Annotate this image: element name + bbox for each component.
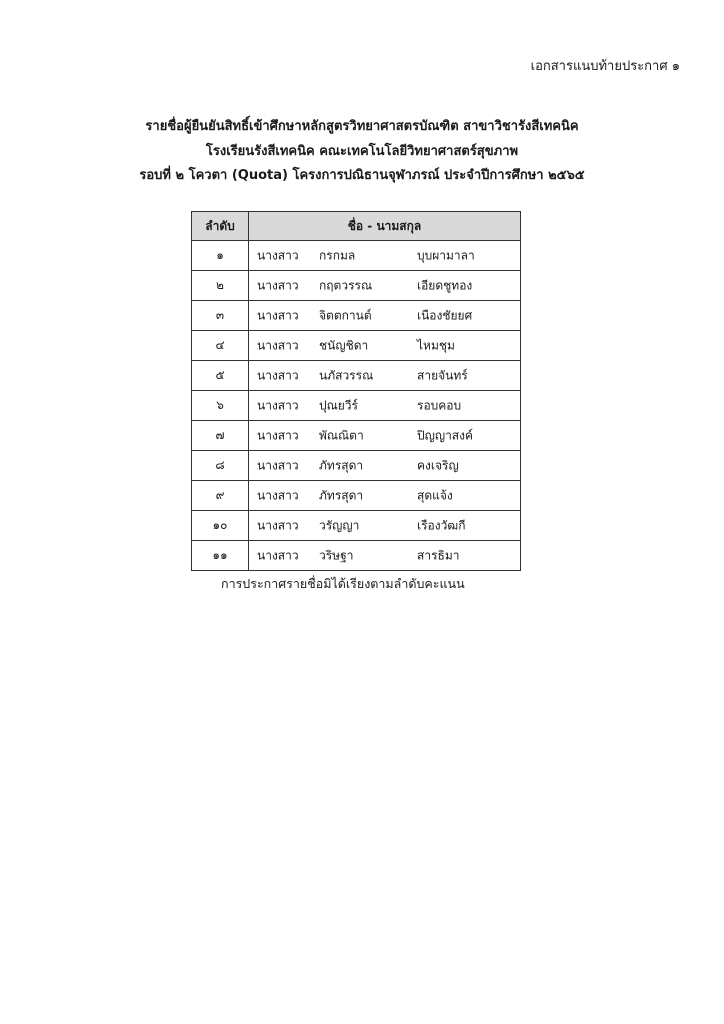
last-name: สายจันทร์ xyxy=(417,368,468,382)
table-row xyxy=(192,421,521,451)
last-name: สารธิมา xyxy=(417,548,460,562)
name-prefix: นางสาว xyxy=(257,488,299,502)
last-name: คงเจริญ xyxy=(417,458,459,472)
last-name: เอียดชูทอง xyxy=(417,278,473,292)
last-name: บุบผามาลา xyxy=(417,248,475,262)
name-prefix: นางสาว xyxy=(257,308,299,322)
last-name: เนืองชัยยศ xyxy=(417,308,473,322)
student-name-cell xyxy=(249,331,521,361)
name-prefix: นางสาว xyxy=(257,398,299,412)
name-prefix: นางสาว xyxy=(257,428,299,442)
row-number: ๑๑ xyxy=(192,541,249,571)
last-name: รอบคอบ xyxy=(417,398,462,412)
row-number: ๗ xyxy=(192,421,249,451)
first-name: ชนัญชิดา xyxy=(319,338,369,352)
name-prefix: นางสาว xyxy=(257,278,299,292)
row-number: ๑๐ xyxy=(192,511,249,541)
document-subtitle-round: รอบที่ ๒ โควตา (Quota) โครงการปณิธานจุฬาภรณ์ ประจำปีการศึกษา ๒๕๖๕ xyxy=(139,168,585,183)
table-row xyxy=(192,541,521,571)
table-row xyxy=(192,511,521,541)
document-title: รายชื่อผู้ยืนยันสิทธิ์เข้าศึกษาหลักสูตรวิทยาศาสตรบัณฑิต สาขาวิชารังสีเทคนิค xyxy=(145,119,579,134)
first-name: กฤตวรรณ xyxy=(319,278,373,292)
row-number: ๖ xyxy=(192,391,249,421)
column-header-number: ลำดับ xyxy=(192,212,249,241)
name-prefix: นางสาว xyxy=(257,338,299,352)
table-row xyxy=(192,241,521,271)
first-name: กรกมล xyxy=(319,248,356,262)
first-name: วริษฐา xyxy=(319,548,354,562)
student-name-cell xyxy=(249,481,521,511)
name-prefix: นางสาว xyxy=(257,458,299,472)
student-name-cell xyxy=(249,511,521,541)
student-name-cell xyxy=(249,541,521,571)
name-prefix: นางสาว xyxy=(257,368,299,382)
student-name-cell xyxy=(249,301,521,331)
first-name: วรัญญา xyxy=(319,518,360,532)
name-prefix: นางสาว xyxy=(257,548,299,562)
last-name: ปิญญาสงค์ xyxy=(417,428,474,442)
attachment-note: เอกสารแนบท้ายประกาศ ๑ xyxy=(530,59,680,74)
student-name-cell xyxy=(249,361,521,391)
last-name: เรืองวัฒกี xyxy=(417,518,466,532)
table-row xyxy=(192,481,521,511)
table-row xyxy=(192,271,521,301)
table-row xyxy=(192,331,521,361)
first-name: พัณณิตา xyxy=(319,428,364,442)
column-header-name: ชื่อ - นามสกุล xyxy=(249,212,521,241)
student-name-cell xyxy=(249,391,521,421)
first-name: ภัทรสุดา xyxy=(319,458,364,472)
student-name-cell xyxy=(249,421,521,451)
row-number: ๕ xyxy=(192,361,249,391)
name-prefix: นางสาว xyxy=(257,248,299,262)
row-number: ๙ xyxy=(192,481,249,511)
first-name: ภัทรสุดา xyxy=(319,488,364,502)
row-number: ๓ xyxy=(192,301,249,331)
table-row xyxy=(192,391,521,421)
name-prefix: นางสาว xyxy=(257,518,299,532)
row-number: ๑ xyxy=(192,241,249,271)
table-row xyxy=(192,451,521,481)
first-name: ปุณยวีร์ xyxy=(319,398,358,412)
student-name-cell xyxy=(249,271,521,301)
table-header-row xyxy=(192,212,521,241)
last-name: ไหมชุม xyxy=(417,338,455,352)
row-number: ๘ xyxy=(192,451,249,481)
table-row xyxy=(192,301,521,331)
first-name: จิตตกานต์ xyxy=(319,308,372,322)
ordering-footnote: การประกาศรายชื่อมิได้เรียงตามลำดับคะแนน xyxy=(221,576,465,591)
first-name: นภัสวรรณ xyxy=(319,368,374,382)
table-row xyxy=(192,361,521,391)
row-number: ๔ xyxy=(192,331,249,361)
row-number: ๒ xyxy=(192,271,249,301)
student-list-table xyxy=(191,211,521,571)
document-subtitle-school: โรงเรียนรังสีเทคนิค คณะเทคโนโลยีวิทยาศาสตร์สุขภาพ xyxy=(205,144,519,159)
last-name: สุดแจ้ง xyxy=(417,488,453,502)
student-name-cell xyxy=(249,451,521,481)
student-name-cell xyxy=(249,241,521,271)
